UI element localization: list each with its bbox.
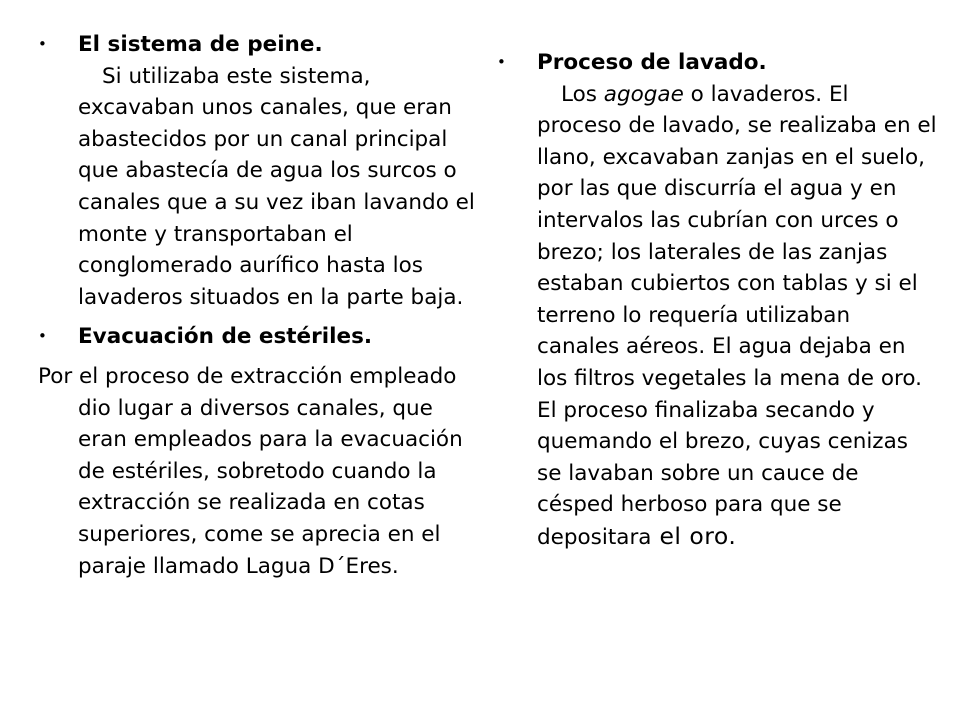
body-text-italic: agogae	[603, 81, 684, 107]
heading-text: El sistema de peine.	[78, 32, 323, 57]
bullet-icon: •	[38, 327, 47, 346]
bullet-icon: •	[497, 53, 506, 71]
heading-text: Proceso de lavado.	[537, 50, 767, 75]
left-column	[38, 29, 488, 582]
section-heading-evacuacion	[38, 321, 488, 353]
body-text: Por el proceso de extracción empleado dio lugar a diversos canales, que eran empleados para la evacuación de estériles, sobretodo cuando la extracción se realizada en cotas superiores, come se aprecia en el paraje llamado Lagua D´Eres.	[38, 363, 463, 579]
body-text-tail: el oro.	[651, 521, 737, 550]
section-heading-proceso-de-lavado	[497, 47, 937, 79]
section-heading-sistema-de-peine	[38, 29, 488, 61]
right-column	[497, 47, 937, 554]
bullet-icon: •	[38, 35, 47, 53]
body-text-main: o lavaderos. El proceso de lavado, se realizaba en el llano, excavaban zanjas en el suelo, por las que discurría el agua y en intervalos las cubrían con urces o brezo; los laterales de las zanjas estaban cubiertos con tablas y si el terreno lo requería utilizaban canales aéreos. El agua dejaba en los filtros vegetales la mena de oro. El proceso finalizaba secando y quemando el brezo, cuyas cenizas se lavaban sobre un cauce de césped herboso para que se depositara	[537, 81, 937, 550]
section-body-sistema-de-peine	[38, 61, 488, 314]
body-text: Si utilizaba este sistema, excavaban unos canales, que eran abastecidos por un canal principal que abastecía de agua los surcos o canales que a su vez iban lavando el monte y transportaban el conglomerado aurífico hasta los lavaderos situados en la parte baja.	[78, 63, 475, 310]
body-text-start: Los	[561, 81, 604, 107]
section-body-evacuacion	[38, 361, 488, 582]
section-body-proceso-de-lavado	[497, 79, 937, 554]
heading-text: Evacuación de estériles.	[78, 324, 373, 350]
